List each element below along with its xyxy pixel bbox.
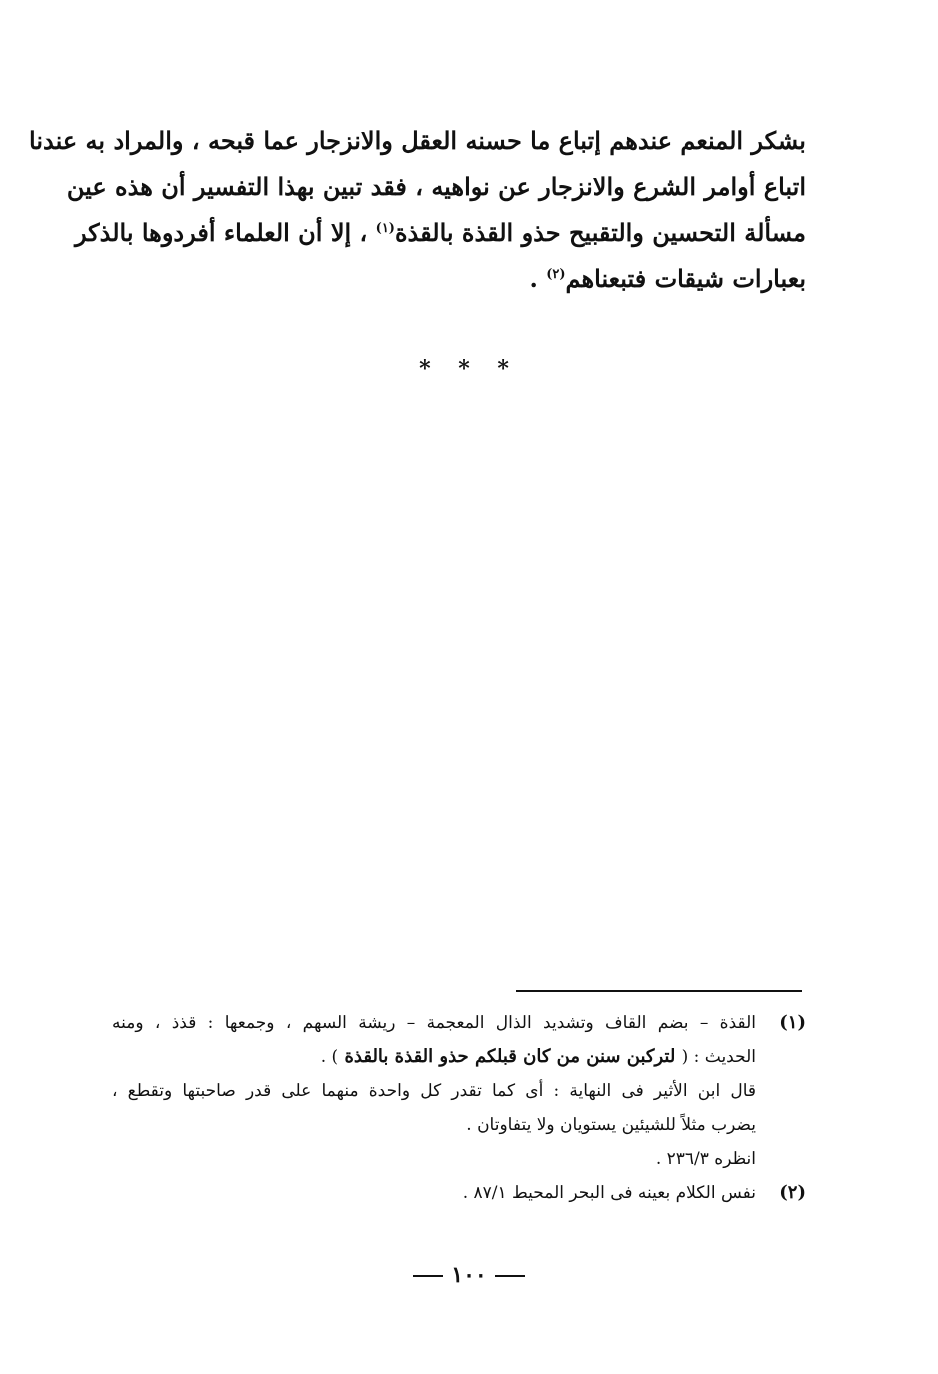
footnotes-section: [112, 1006, 806, 1210]
page-number-dash-right: [495, 1275, 525, 1277]
footnote-1-continued: [112, 1074, 806, 1176]
footnote-1-hadith-suffix: ) .: [320, 1047, 339, 1067]
main-line-4: [118, 256, 806, 302]
footnote-2: [112, 1176, 806, 1210]
footnote-ref-1[interactable]: (١): [375, 221, 395, 236]
main-line-4-text: بعبارات شيقات فتبعناهم: [565, 264, 806, 293]
main-line-4-period: .: [529, 264, 547, 293]
footnote-1-line-5: انظره ٢٣٦/٣ .: [655, 1149, 756, 1169]
footnote-1-continued-body: [112, 1074, 756, 1176]
section-separator: * * *: [419, 356, 519, 382]
footnote-2-line-1: نفس الكلام بعينه فى البحر المحيط ٨٧/١ .: [462, 1183, 756, 1203]
footnote-ref-2[interactable]: (٢): [546, 267, 566, 282]
footnote-2-body: [112, 1176, 756, 1210]
footnote-1-line-2: [112, 1040, 756, 1074]
main-paragraph: [29, 118, 806, 302]
page-number-value: ١٠٠: [451, 1262, 487, 1288]
footnote-2-number: (٢): [779, 1182, 806, 1203]
main-line-3-part-b: ، إلا أن العلماء أفردوها بالذكر: [74, 218, 368, 247]
main-line-1: بشكر المنعم عندهم إتباع ما حسنه العقل والانزجار عما قبحه ، والمراد به عندنا: [29, 126, 806, 155]
main-line-3-part-a: مسألة التحسين والتقبيح حذو القذة بالقذة: [394, 218, 806, 247]
footnote-1-body: [112, 1006, 756, 1074]
footnote-1-hadith-prefix: الحديث : (: [681, 1047, 756, 1067]
page-number-dash-left: [413, 1275, 443, 1277]
main-line-2: اتباع أوامر الشرع والانزجار عن نواهيه ، فقد تبين بهذا التفسير أن هذه عين: [66, 172, 806, 201]
footnote-1-line-4: يضرب مثلاً للشيئين يستويان ولا يتفاوتان .: [466, 1115, 756, 1135]
main-line-3: [74, 210, 806, 256]
footnote-divider: [516, 990, 802, 992]
footnote-1-hadith-quote: لتركبن سنن من كان قبلكم حذو القذة بالقذة: [338, 1046, 682, 1067]
footnote-1-number: (١): [779, 1012, 806, 1033]
footnote-1-line-3: قال ابن الأثير فى النهاية : أى كما تقدر كل واحدة منهما على قدر صاحبتها وتقطع ،: [112, 1081, 756, 1101]
footnote-1-line-1: القذة – بضم القاف وتشديد الذال المعجمة – ريشة السهم ، وجمعها : قذذ ، ومنه: [112, 1013, 756, 1033]
footnote-1: [112, 1006, 806, 1074]
page-number: [0, 1262, 938, 1288]
